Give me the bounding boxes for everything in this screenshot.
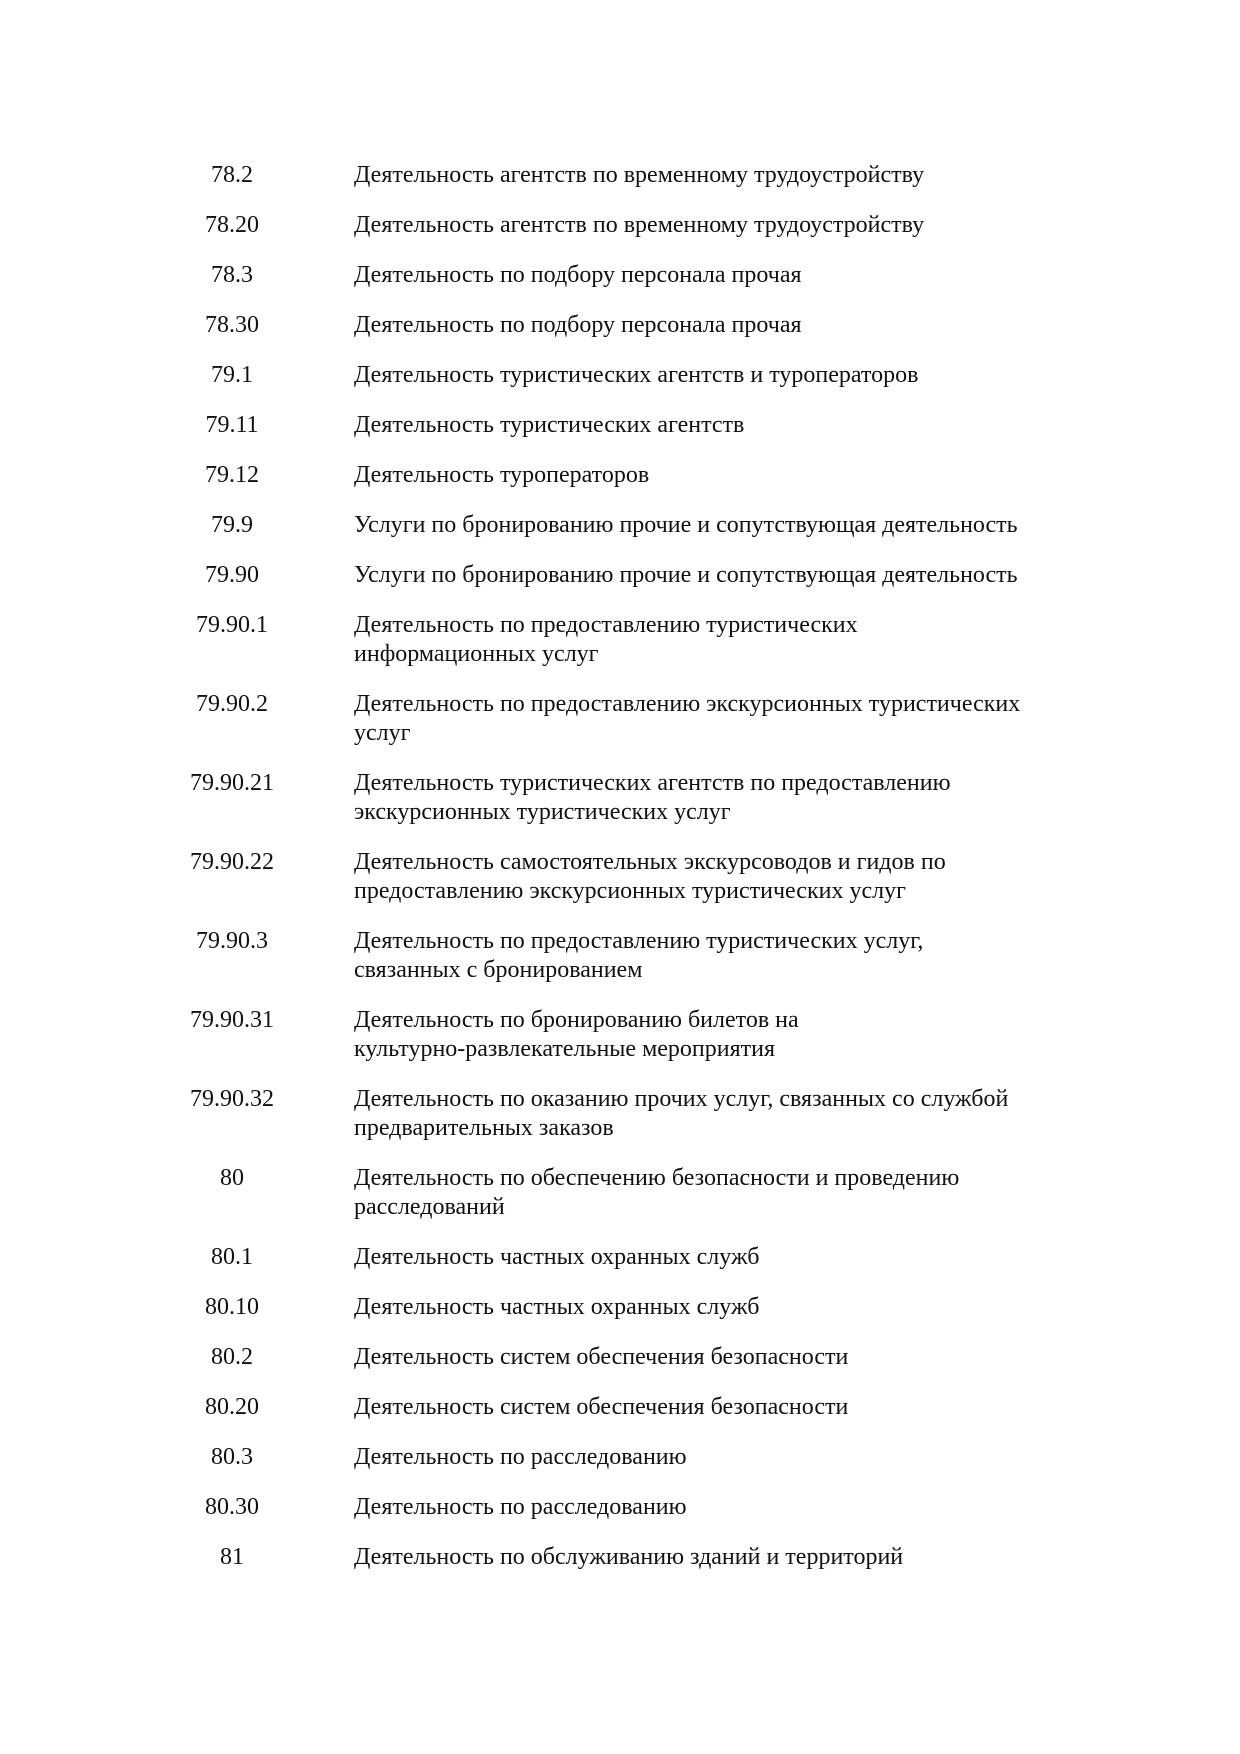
description-line: Деятельность по предоставлению туристических xyxy=(354,612,858,638)
table-row xyxy=(0,1243,1240,1272)
table-row xyxy=(0,411,1240,440)
activity-code: 78.3 xyxy=(211,262,253,288)
activity-description xyxy=(354,211,1074,240)
description-line: предварительных заказов xyxy=(354,1115,614,1141)
table-row xyxy=(0,1543,1240,1572)
description-line: Деятельность систем обеспечения безопасности xyxy=(354,1344,849,1370)
table-row xyxy=(0,1164,1240,1222)
activity-description xyxy=(354,1164,1074,1222)
description-line: экскурсионных туристических услуг xyxy=(354,799,731,825)
description-line: информационных услуг xyxy=(354,641,599,667)
description-line: Деятельность по обеспечению безопасности и проведению xyxy=(354,1165,960,1191)
activity-code: 78.20 xyxy=(205,212,259,238)
activity-description xyxy=(354,1085,1074,1143)
table-row xyxy=(0,461,1240,490)
activity-code: 78.2 xyxy=(211,162,253,188)
description-line: Деятельность по предоставлению туристических услуг, xyxy=(354,928,924,954)
activity-code: 79.1 xyxy=(211,362,253,388)
description-line: Деятельность агентств по временному трудоустройству xyxy=(354,162,925,188)
table-row xyxy=(0,1085,1240,1143)
table-row xyxy=(0,1293,1240,1322)
activity-description xyxy=(354,161,1074,190)
activity-description xyxy=(354,769,1074,827)
activity-description xyxy=(354,1543,1074,1572)
activity-code: 80.20 xyxy=(205,1394,259,1420)
activity-code: 79.9 xyxy=(211,512,253,538)
description-line: Деятельность частных охранных служб xyxy=(354,1244,760,1270)
table-row xyxy=(0,311,1240,340)
activity-code: 79.11 xyxy=(205,412,259,438)
activity-description xyxy=(354,361,1074,390)
activity-description xyxy=(354,1443,1074,1472)
description-line: Деятельность по обслуживанию зданий и территорий xyxy=(354,1544,904,1570)
activity-code: 81 xyxy=(220,1544,244,1570)
table-row xyxy=(0,611,1240,669)
activity-description xyxy=(354,461,1074,490)
activity-code: 79.90 xyxy=(205,562,259,588)
description-line: Деятельность частных охранных служб xyxy=(354,1294,760,1320)
description-line: Деятельность по бронированию билетов на xyxy=(354,1007,799,1033)
description-line: Деятельность туроператоров xyxy=(354,462,650,488)
description-line: Услуги по бронированию прочие и сопутствующая деятельность xyxy=(354,562,1018,588)
activity-code: 80.3 xyxy=(211,1444,253,1470)
table-row xyxy=(0,927,1240,985)
activity-code: 79.90.31 xyxy=(190,1007,274,1033)
activity-description xyxy=(354,261,1074,290)
description-line: связанных с бронированием xyxy=(354,957,643,983)
activity-code: 78.30 xyxy=(205,312,259,338)
table-row xyxy=(0,1343,1240,1372)
table-row xyxy=(0,1493,1240,1522)
description-line: Деятельность по предоставлению экскурсионных туристических xyxy=(354,691,1021,717)
activity-description xyxy=(354,611,1074,669)
description-line: Деятельность по расследованию xyxy=(354,1494,687,1520)
description-line: Деятельность по подбору персонала прочая xyxy=(354,262,802,288)
activity-code: 80.30 xyxy=(205,1494,259,1520)
activity-description xyxy=(354,1393,1074,1422)
activity-description xyxy=(354,411,1074,440)
table-row xyxy=(0,1443,1240,1472)
table-row xyxy=(0,1393,1240,1422)
description-line: Деятельность туристических агентств по предоставлению xyxy=(354,770,951,796)
description-line: Деятельность самостоятельных экскурсоводов и гидов по xyxy=(354,849,946,875)
description-line: Деятельность агентств по временному трудоустройству xyxy=(354,212,925,238)
activity-code: 79.90.2 xyxy=(196,691,268,717)
activity-description xyxy=(354,1243,1074,1272)
activity-code: 79.90.3 xyxy=(196,928,268,954)
table-row xyxy=(0,1006,1240,1064)
activity-code: 80.10 xyxy=(205,1294,259,1320)
table-row xyxy=(0,211,1240,240)
activity-code: 79.90.32 xyxy=(190,1086,274,1112)
description-line: услуг xyxy=(354,720,411,746)
activity-code: 79.90.22 xyxy=(190,849,274,875)
activity-code: 80 xyxy=(220,1165,244,1191)
okved-code-list xyxy=(0,161,1240,1593)
activity-description xyxy=(354,311,1074,340)
activity-code: 80.2 xyxy=(211,1344,253,1370)
description-line: культурно-развлекательные мероприятия xyxy=(354,1036,776,1062)
activity-description xyxy=(354,1343,1074,1372)
table-row xyxy=(0,511,1240,540)
activity-description xyxy=(354,561,1074,590)
description-line: Деятельность по расследованию xyxy=(354,1444,687,1470)
table-row xyxy=(0,161,1240,190)
activity-code: 80.1 xyxy=(211,1244,253,1270)
description-line: Деятельность систем обеспечения безопасности xyxy=(354,1394,849,1420)
description-line: Деятельность туристических агентств xyxy=(354,412,745,438)
activity-description xyxy=(354,690,1074,748)
activity-description xyxy=(354,511,1074,540)
activity-code: 79.12 xyxy=(205,462,259,488)
description-line: Деятельность по подбору персонала прочая xyxy=(354,312,802,338)
activity-description xyxy=(354,1293,1074,1322)
activity-description xyxy=(354,927,1074,985)
table-row xyxy=(0,690,1240,748)
activity-code: 79.90.21 xyxy=(190,770,274,796)
description-line: расследований xyxy=(354,1194,505,1220)
table-row xyxy=(0,561,1240,590)
table-row xyxy=(0,361,1240,390)
description-line: Деятельность туристических агентств и туроператоров xyxy=(354,362,919,388)
description-line: предоставлению экскурсионных туристических услуг xyxy=(354,878,906,904)
table-row xyxy=(0,769,1240,827)
description-line: Деятельность по оказанию прочих услуг, связанных со службой xyxy=(354,1086,1009,1112)
description-line: Услуги по бронированию прочие и сопутствующая деятельность xyxy=(354,512,1018,538)
table-row xyxy=(0,261,1240,290)
activity-code: 79.90.1 xyxy=(196,612,268,638)
activity-description xyxy=(354,1006,1074,1064)
table-row xyxy=(0,848,1240,906)
activity-description xyxy=(354,848,1074,906)
activity-description xyxy=(354,1493,1074,1522)
